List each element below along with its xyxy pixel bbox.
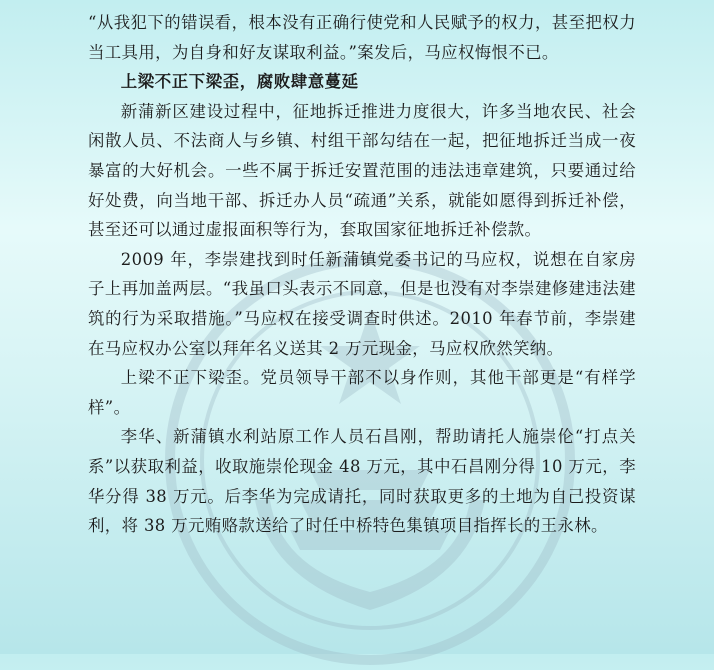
paragraph-quote-conclusion: “从我犯下的错误看，根本没有正确行使党和人民赋予的权力，甚至把权力当工具用，为自身和好友谋取利益。”案发后，马应权悔恨不已。 xyxy=(88,13,636,62)
paragraph-demolition-context: 新蒲新区建设过程中，征地拆迁推进力度很大，许多当地农民、社会闲散人员、不法商人与乡镇、村组干部勾结在一起，把征地拆迁当成一夜暴富的大好机会。一些不属于拆迁安置范围的违法违章建筑，只要通过给好处费，向当地干部、拆迁办人员“疏通”关系，就能如愿得到拆迁补偿，甚至还可以通过虚报面积等行为，套取国家征地拆迁补偿款。 xyxy=(88,101,636,240)
paragraph-2009-case: 2009 年，李崇建找到时任新蒲镇党委书记的马应权，说想在自家房子上再加盖两层。“我虽口头表示不同意，但是也没有对李崇建修建违法建筑的行为采取措施。”马应权在接受调查时供述。2010 年春节前，李崇建在马应权办公室以拜年名义送其 2 万元现金，马应权欣然笑纳。 xyxy=(88,249,636,358)
paragraph-lihua-case: 李华、新蒲镇水利站原工作人员石昌刚，帮助请托人施崇伦“打点关系”以获取利益，收取施崇伦现金 48 万元，其中石昌刚分得 10 万元，李华分得 38 万元。后李华为完成请托，同时获取更多的土地为自己投资谋利，将 38 万元贿赂款送给了时任中桥特色集镇项目指挥长的王永林。 xyxy=(88,427,636,536)
paragraph-leadership: 上梁不正下梁歪。党员领导干部不以身作则，其他干部更是“有样学样”。 xyxy=(88,368,636,417)
section-heading: 上梁不正下梁歪，腐败肆意蔓延 xyxy=(120,72,359,92)
article-body xyxy=(88,8,636,541)
